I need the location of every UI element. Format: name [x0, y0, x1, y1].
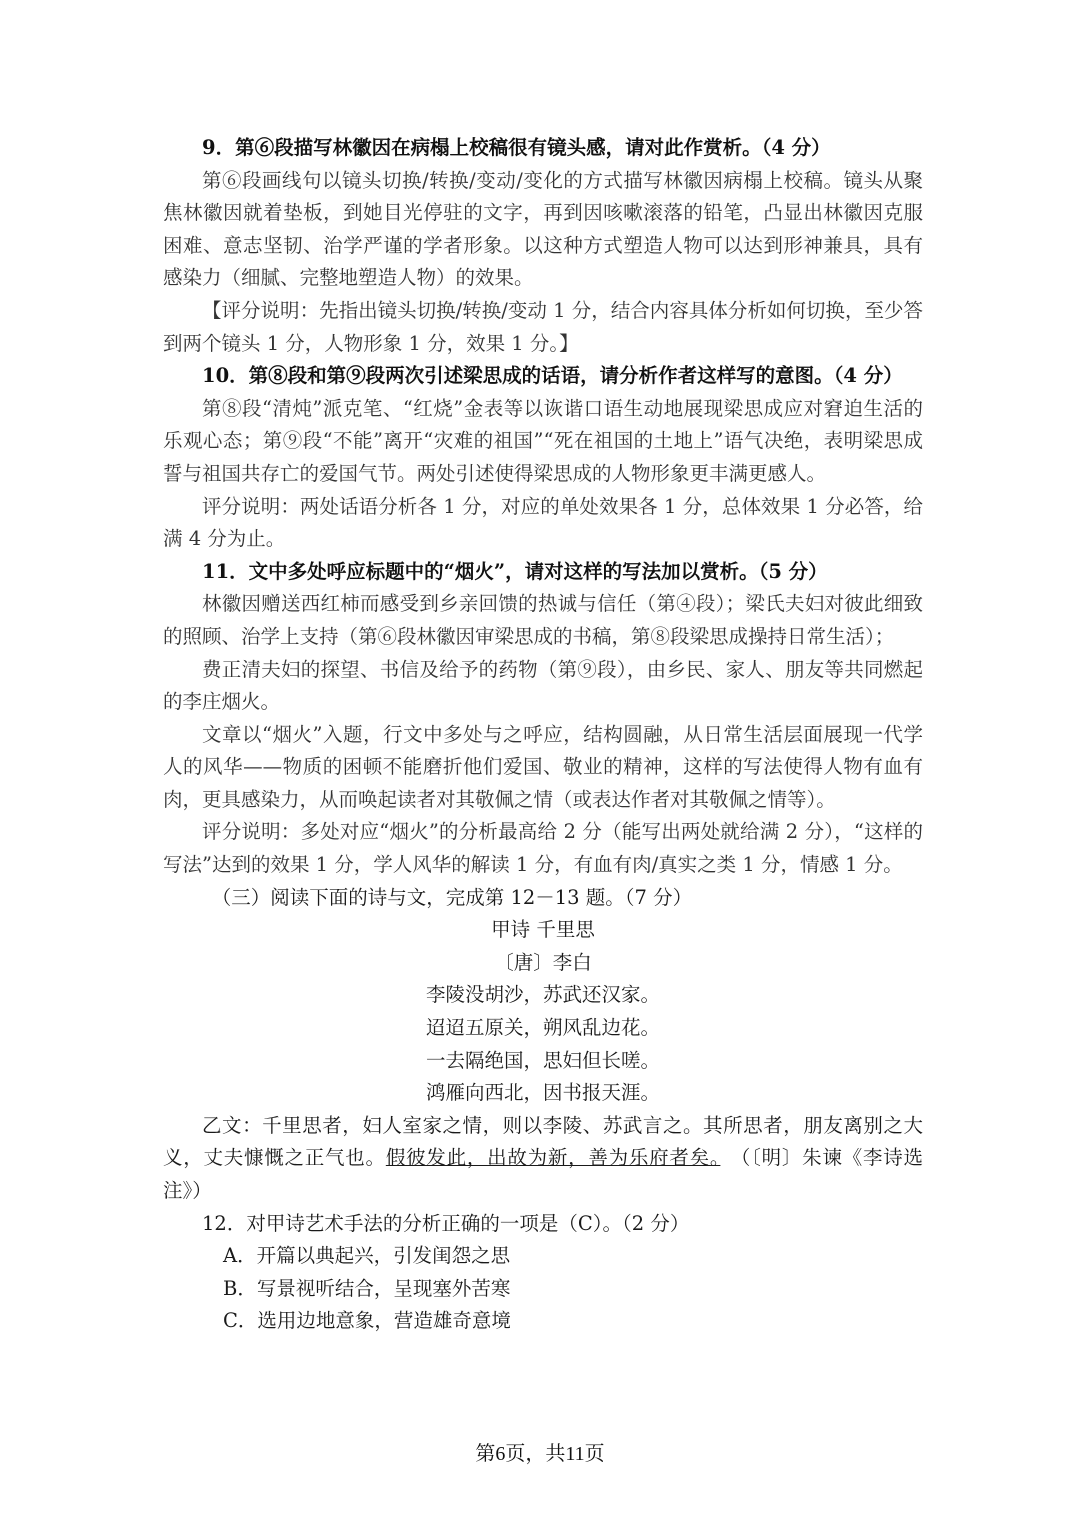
question-12-option-b: B．写景视听结合，呈现塞外苦寒: [223, 1276, 511, 1300]
question-12-option-c: C．选用边地意象，营造雄奇意境: [223, 1309, 511, 1333]
prose-lead: 乙文：千里思者，妇人室家之情，则以李陵、苏武言之。其所思者，朋友离别之大义，丈夫慷慨之正气也。: [163, 1113, 923, 1170]
page-number-footer: 第6页，共11页: [475, 1443, 605, 1465]
question-9-answer: 第⑥段画线句以镜头切换/转换/变动/变化的方式描写林徽因病榻上校稿。镜头从聚焦林徽因就着垫板，到她目光停驻的文字，再到因咳嗽滚落的铅笔，凸显出林徽因克服困难、意志坚韧、治学严谨的学者形象。以这种方式塑造人物可以达到形神兼具，具有感染力（细腻、完整地塑造人物）的效果。: [163, 168, 923, 290]
poem-line: 一去隔绝国，思妇但长嗟。: [425, 1048, 660, 1072]
question-11-title: 11．文中多处呼应标题中的“烟火”，请对这样的写法加以赏析。（5 分）: [202, 559, 828, 583]
prose-source: （〔明〕朱谏《李诗选注》）: [163, 1146, 923, 1202]
question-12-option-a: A．开篇以典起兴，引发闺怨之思: [223, 1244, 511, 1268]
question-11-answer-part2: 费正清夫妇的探望、书信及给予的药物（第⑨段），由乡民、家人、朋友等共同燃起的李庄烟火。: [163, 657, 923, 714]
answer-content: [163, 132, 923, 1338]
poem-line: 李陵没胡沙，苏武还汉家。: [425, 983, 660, 1007]
question-11-answer-part1: 林徽因赠送西红柿而感受到乡亲回馈的热诚与信任（第④段）；梁氏夫妇对彼此细致的照顾、治学上支持（第⑥段林徽因审梁思成的书稿，第⑧段梁思成操持日常生活）；: [163, 592, 923, 648]
question-10-answer: 第⑧段“清炖”派克笔、“红烧”金表等以诙谐口语生动地展现梁思成应对窘迫生活的乐观心态；第⑨段“不能”离开“灾难的祖国”“死在祖国的土地上”语气决绝，表明梁思成誓与祖国共存亡的爱国气节。两处引述使得梁思成的人物形象更丰满更感人。: [163, 396, 923, 485]
question-9-scoring-note: 【评分说明：先指出镜头切换/转换/变动 1 分，结合内容具体分析如何切换，至少答到两个镜头 1 分，人物形象 1 分，效果 1 分。】: [163, 298, 923, 355]
prose-underlined-sentence: 假彼发此，出故为新，善为乐府者矣。: [385, 1146, 721, 1170]
question-12-title: 12．对甲诗艺术手法的分析正确的一项是（C）。（2 分）: [202, 1211, 690, 1235]
section-3-heading: （三）阅读下面的诗与文，完成第 12－13 题。（7 分）: [211, 885, 693, 909]
poem-line: 鸿雁向西北，因书报天涯。: [425, 1081, 660, 1105]
question-11-scoring-note: 评分说明：多处对应“烟火”的分析最高给 2 分（能写出两处就给满 2 分），“这样的写法”达到的效果 1 分，学人风华的解读 1 分，有血有肉/真实之类 1 分，情感 1 分。: [163, 820, 923, 877]
poem-line: 迢迢五原关，朔风乱边花。: [425, 1016, 660, 1040]
question-10-scoring-note: 评分说明：两处话语分析各 1 分，对应的单处效果各 1 分，总体效果 1 分必答，给满 4 分为止。: [163, 494, 923, 551]
poem-author: 〔唐〕李白: [494, 950, 592, 974]
prose-passage: [163, 1110, 923, 1208]
question-10-title: 10．第⑧段和第⑨段两次引述梁思成的话语，请分析作者这样写的意图。（4 分）: [202, 364, 903, 388]
question-9-title: 9．第⑥段描写林徽因在病榻上校稿很有镜头感，请对此作赏析。（4 分）: [202, 136, 831, 159]
poem-title: 甲诗 千里思: [491, 918, 595, 942]
question-11-answer-part3: 文章以“烟火”入题，行文中多处与之呼应，结构圆融，从日常生活层面展现一代学人的风华——物质的困顿不能磨折他们爱国、敬业的精神，这样的写法使得人物有血有肉，更具感染力，从而唤起读者对其敬佩之情（或表达作者对其敬佩之情等）。: [163, 722, 923, 811]
